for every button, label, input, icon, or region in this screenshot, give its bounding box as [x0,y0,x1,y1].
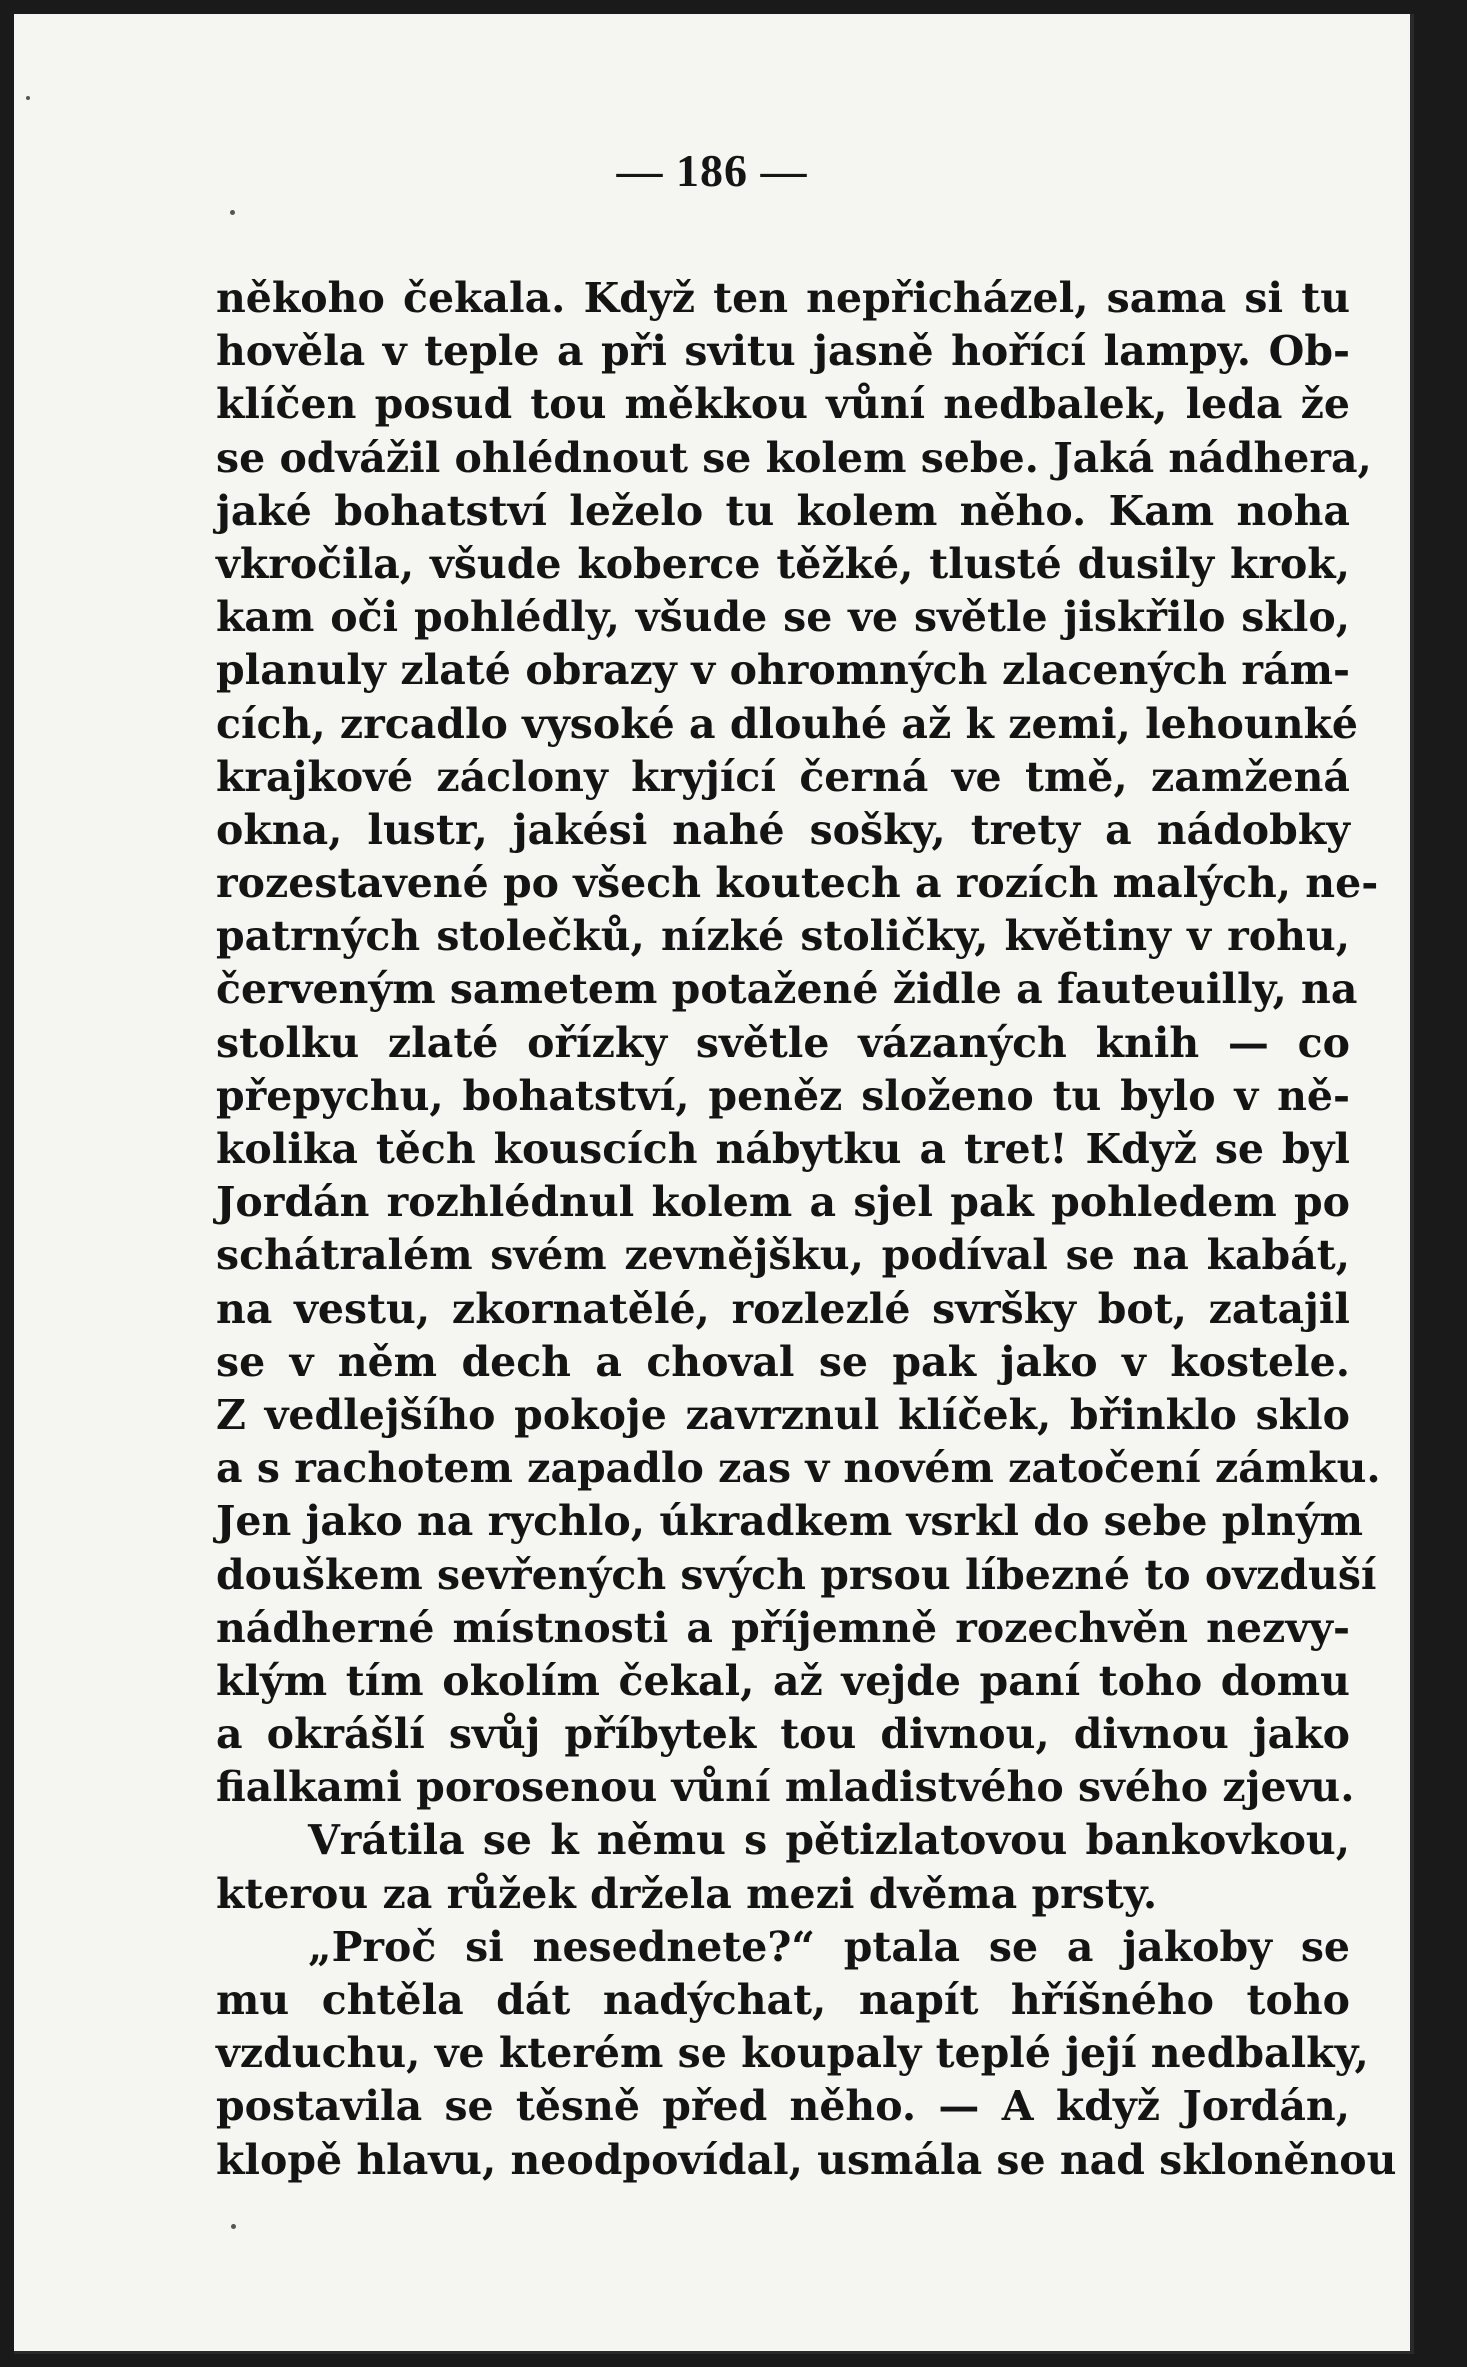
text-line: kam oči pohlédly, všude se ve světle jiskřilo sklo, [216,593,1350,642]
text-line: vkročila, všude koberce těžké, tlusté dusily krok, [216,539,1350,588]
text-line: okna, lustr, jakési nahé sošky, trety a nádobky [216,805,1350,854]
body-text [216,272,1397,2187]
text-line: a s rachotem zapadlo zas v novém zatočení zámku. [216,1444,1381,1493]
book-page [14,14,1414,2354]
text-line: jaké bohatství leželo tu kolem něho. Kam noha [216,486,1350,535]
text-line: někoho čekala. Když ten nepřicházel, sama si tu [216,274,1350,322]
text-line: na vestu, zkornatělé, rozlezlé svršky bot, zatajil [216,1284,1350,1333]
text-line: se odvážil ohlédnout se kolem sebe. Jaká nádhera, [216,433,1372,482]
text-line: krajkové záclony kryjící černá ve tmě, zamžená [216,752,1350,801]
text-line: rozestavené po všech koutech a rozích malých, ne- [216,859,1379,908]
text-line: Jordán rozhlédnul kolem a sjel pak pohledem po [216,1178,1350,1227]
text-line: douškem sevřených svých prsou líbezné to ovzduší [216,1550,1377,1599]
text-line: „Proč si nesednete?“ ptala se a jakoby se [308,1922,1350,1971]
text-line: nádherné místnosti a příjemně rozechvěn nezvy- [216,1603,1350,1652]
print-speck [26,96,30,100]
text-line: planuly zlaté obrazy v ohromných zlacených rám- [216,646,1350,695]
text-line: Jen jako na rychlo, úkradkem vsrkl do sebe plným [216,1497,1364,1546]
text-line: kterou za růžek držela mezi dvěma prsty. [216,1869,1158,1918]
print-speck [230,210,235,215]
text-line: a okrášlí svůj příbytek tou divnou, divnou jako [216,1710,1350,1759]
text-line: klým tím okolím čekal, až vejde paní toho domu [216,1656,1350,1705]
text-line: kolika těch kouscích nábytku a tret! Když se byl [216,1125,1350,1173]
text-line: patrných stolečků, nízké stoličky, květiny v rohu, [216,912,1350,961]
text-line: červeným sametem potažené židle a fauteuilly, na [216,965,1358,1014]
text-line: schátralém svém zevnějšku, podíval se na kabát, [216,1231,1350,1280]
text-line: Vrátila se k němu s pětizlatovou bankovkou, [308,1816,1350,1865]
text-line: hověla v teple a při svitu jasně hořící lampy. Ob- [216,327,1350,376]
text-line: Z vedlejšího pokoje zavrznul klíček, břinklo sklo [216,1390,1350,1439]
text-line: klíčen posud tou měkkou vůní nedbalek, leda že [216,380,1350,429]
text-line: se v něm dech a choval se pak jako v kostele. [216,1337,1350,1386]
print-speck [231,2224,236,2229]
text-line: stolku zlaté ořízky světle vázaných knih — co [216,1018,1350,1067]
text-line: přepychu, bohatství, peněz složeno tu bylo v ně- [216,1071,1350,1120]
text-line: postavila se těsně před něho. — A když Jordán, [216,2082,1350,2131]
text-line: cích, zrcadlo vysoké a dlouhé až k zemi, lehounké [216,699,1358,748]
page-number: — 186 — [616,145,808,196]
text-line: klopě hlavu, neodpovídal, usmála se nad skloněnou [216,2135,1397,2184]
text-line: vzduchu, ve kterém se koupaly teplé její nedbalky, [216,2029,1369,2078]
text-line: fialkami porosenou vůní mladistvého svého zjevu. [216,1763,1355,1812]
text-line: mu chtěla dát nadýchat, napít hříšného toho [216,1976,1350,2024]
